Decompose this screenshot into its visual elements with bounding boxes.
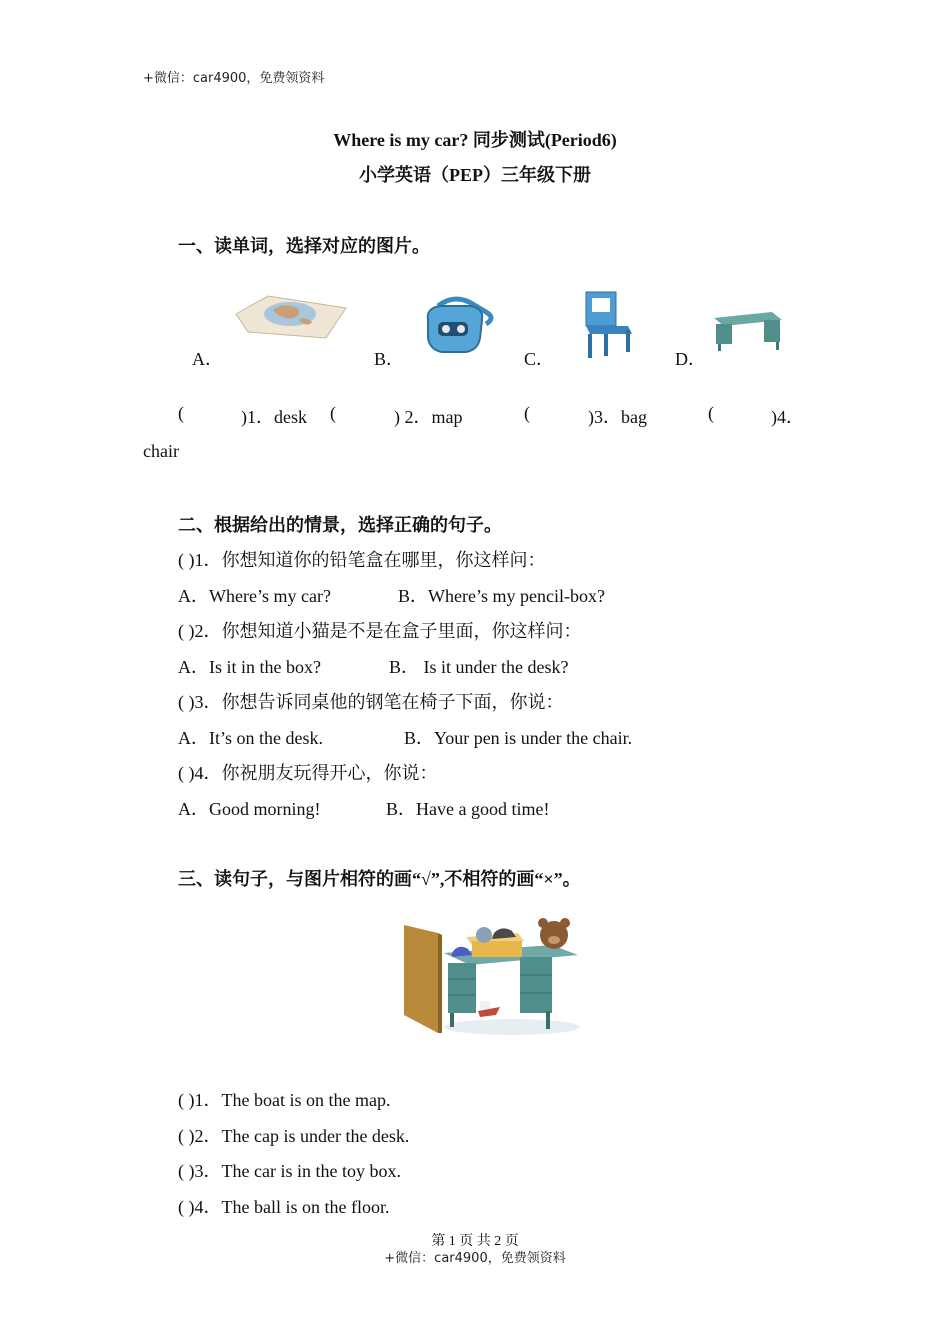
s1-item4-open: ( — [708, 403, 714, 423]
s1-item3-text: )3．bag — [588, 407, 647, 427]
s1-item1-open: ( — [178, 403, 184, 423]
s3-item-1: ( )1．The boat is on the map. — [178, 1090, 391, 1110]
option-c-label: C． — [524, 349, 555, 369]
s1-item1-text: )1．desk — [241, 407, 307, 427]
s3-item-3: ( )3．The car is in the toy box. — [178, 1161, 401, 1181]
s2-question-4: ( )4．你祝朋友玩得开心，你说： — [178, 763, 438, 783]
page-title: Where is my car? 同步测试(Period6) — [333, 130, 617, 150]
s2-q1-option-a: A．Where’s my car? — [178, 586, 331, 606]
bag-icon — [420, 292, 495, 361]
section1-heading: 一、读单词，选择对应的图片。 — [178, 236, 430, 256]
s2-question-3: ( )3．你想告诉同桌他的钢笔在椅子下面，你说： — [178, 692, 564, 712]
header-watermark: +微信：car4900，免费领资料 — [143, 71, 325, 86]
map-icon — [228, 292, 353, 347]
s3-item-2: ( )2．The cap is under the desk. — [178, 1126, 410, 1146]
page-subtitle: 小学英语（PEP）三年级下册 — [359, 165, 591, 185]
s2-q1-option-b: B．Where’s my pencil-box? — [398, 586, 605, 606]
s2-q4-option-b: B．Have a good time! — [386, 799, 550, 819]
s2-q4-option-a: A．Good morning! — [178, 799, 321, 819]
chair-icon — [580, 290, 635, 365]
s2-question-1: ( )1．你想知道你的铅笔盒在哪里，你这样问： — [178, 550, 546, 570]
option-d-label: D． — [675, 349, 706, 369]
s1-item4-text: )4． — [771, 407, 804, 427]
option-b-label: B． — [374, 349, 405, 369]
s2-q3-option-b: B．Your pen is under the chair. — [404, 728, 633, 748]
s1-wrap-text: chair — [143, 441, 179, 461]
footer-watermark: +微信：car4900，免费领资料 — [384, 1251, 566, 1266]
s2-question-2: ( )2．你想知道小猫是不是在盒子里面，你这样问： — [178, 621, 582, 641]
section2-heading: 二、根据给出的情景，选择正确的句子。 — [178, 515, 502, 535]
s1-item2-text: ) 2．map — [394, 407, 463, 427]
s2-q2-option-a: A．Is it in the box? — [178, 657, 321, 677]
s2-q2-option-b: B． Is it under the desk? — [389, 657, 569, 677]
option-a-label: A． — [192, 349, 223, 369]
page-number: 第 1 页 共 2 页 — [431, 1234, 519, 1249]
section3-heading: 三、读句子，与图片相符的画“√”,不相符的画“×”。 — [178, 869, 581, 889]
desk-scene-illustration — [402, 915, 582, 1042]
s3-item-4: ( )4．The ball is on the floor. — [178, 1197, 390, 1217]
desk-icon — [712, 308, 784, 357]
s1-item2-open: ( — [330, 403, 336, 423]
s2-q3-option-a: A．It’s on the desk. — [178, 728, 323, 748]
s1-item3-open: ( — [524, 403, 530, 423]
